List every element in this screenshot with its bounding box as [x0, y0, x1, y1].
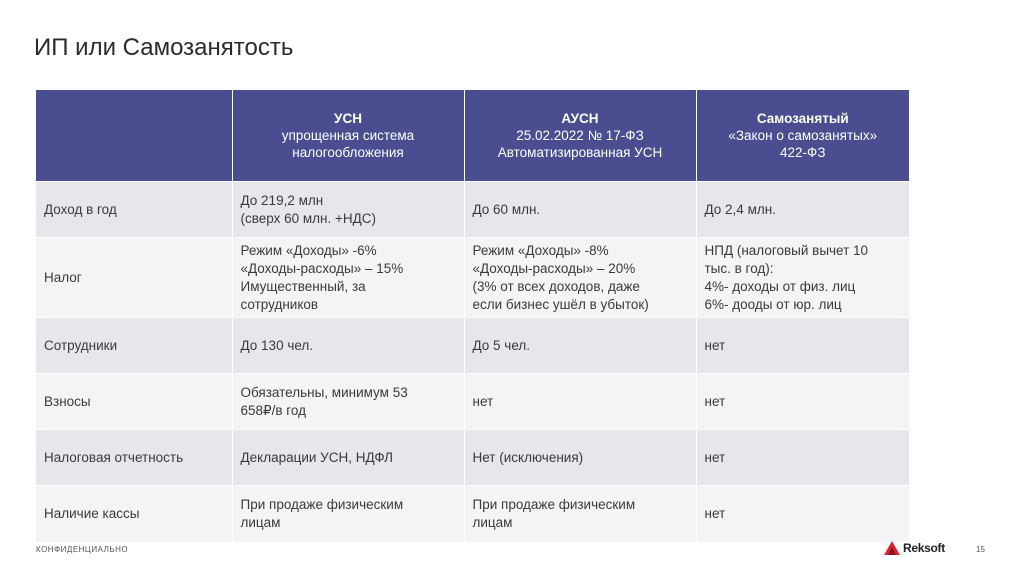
- table-row: [36, 182, 909, 238]
- reksoft-logo-icon: [884, 541, 900, 555]
- table-cell: [232, 318, 464, 374]
- table-cell: [232, 486, 464, 542]
- header-title: УСН: [334, 111, 362, 126]
- cell-text: Нет (исключения): [472, 449, 584, 465]
- table-cell: [232, 238, 464, 318]
- cell-text: тыс. в год):: [704, 260, 774, 276]
- header-title: Самозанятый: [756, 111, 849, 126]
- brand-name: Reksoft: [903, 541, 945, 555]
- cell-text: нет: [704, 505, 726, 521]
- table-cell: [232, 430, 464, 486]
- table-cell: [696, 430, 909, 486]
- table-cell: [696, 238, 909, 318]
- cell-text: 658₽/в год: [240, 402, 307, 418]
- table-cell: [696, 318, 909, 374]
- cell-text: нет: [704, 337, 726, 353]
- table-cell: [232, 182, 464, 238]
- cell-text: Режим «Доходы» -8%: [472, 242, 609, 258]
- header-cell-empty: [36, 90, 232, 182]
- table-cell: [464, 182, 696, 238]
- cell-text: нет: [472, 393, 494, 409]
- table-cell: [232, 374, 464, 430]
- header-subtitle: Автоматизированная УСН: [497, 145, 663, 160]
- cell-text: Декларации УСН, НДФЛ: [240, 449, 394, 465]
- cell-text: Имущественный, за: [240, 278, 366, 294]
- cell-text: До 219,2 млн: [240, 192, 324, 208]
- row-label: Налоговая отчетность: [36, 430, 232, 486]
- cell-text: При продаже физическим: [240, 496, 404, 512]
- row-label: Наличие кассы: [36, 486, 232, 542]
- header-subtitle: «Закон о самозанятых»: [728, 128, 878, 143]
- header-cell-ausn: [464, 90, 696, 182]
- header-subtitle: налогообложения: [292, 145, 404, 160]
- cell-text: До 5 чел.: [472, 337, 531, 353]
- cell-text: «Доходы-расходы» – 20%: [472, 260, 636, 276]
- page-title: ИП или Самозанятость: [34, 34, 294, 61]
- header-cell-selfemployed: [696, 90, 909, 182]
- cell-text: если бизнес ушёл в убыток): [472, 296, 649, 312]
- table-row: [36, 318, 909, 374]
- cell-text: лицам: [472, 514, 513, 530]
- cell-text: 4%- доходы от физ. лиц: [704, 278, 856, 294]
- header-cell-usn: [232, 90, 464, 182]
- cell-text: нет: [704, 449, 726, 465]
- cell-text: сотрудников: [240, 296, 319, 312]
- cell-text: Обязательны, минимум 53: [240, 384, 408, 400]
- table-cell: [696, 374, 909, 430]
- table-cell: [464, 486, 696, 542]
- table-body: [36, 182, 909, 542]
- cell-text: «Доходы-расходы» – 15%: [240, 260, 404, 276]
- header-title: АУСН: [561, 111, 599, 126]
- table-row: [36, 238, 909, 318]
- table-row: [36, 430, 909, 486]
- row-label: Налог: [36, 238, 232, 318]
- cell-text: нет: [704, 393, 726, 409]
- header-subtitle: 422-ФЗ: [780, 145, 826, 160]
- cell-text: До 60 млн.: [472, 201, 541, 217]
- header-subtitle: упрощенная система: [281, 128, 415, 143]
- table-cell: [464, 374, 696, 430]
- table-cell: [696, 182, 909, 238]
- row-label: Взносы: [36, 374, 232, 430]
- page-number: 15: [976, 545, 985, 554]
- cell-text: лицам: [240, 514, 281, 530]
- table-row: [36, 486, 909, 542]
- table-cell: [464, 238, 696, 318]
- table-cell: [464, 318, 696, 374]
- cell-text: При продаже физическим: [472, 496, 636, 512]
- table-header-row: [36, 90, 909, 182]
- comparison-table: [36, 90, 909, 542]
- confidential-label: КОНФИДЕНЦИАЛЬНО: [36, 545, 129, 554]
- row-label: Доход в год: [36, 182, 232, 238]
- table-cell: [464, 430, 696, 486]
- row-label: Сотрудники: [36, 318, 232, 374]
- cell-text: До 2,4 млн.: [704, 201, 776, 217]
- table-cell: [696, 486, 909, 542]
- table-row: [36, 374, 909, 430]
- brand-logo: [884, 541, 945, 555]
- header-subtitle: 25.02.2022 № 17-ФЗ: [516, 128, 644, 143]
- cell-text: (3% от всех доходов, даже: [472, 278, 640, 294]
- cell-text: Режим «Доходы» -6%: [240, 242, 377, 258]
- cell-text: 6%- дооды от юр. лиц: [704, 296, 842, 312]
- cell-text: НПД (налоговый вычет 10: [704, 242, 869, 258]
- cell-text: До 130 чел.: [240, 337, 314, 353]
- cell-text: (сверх 60 млн. +НДС): [240, 210, 377, 226]
